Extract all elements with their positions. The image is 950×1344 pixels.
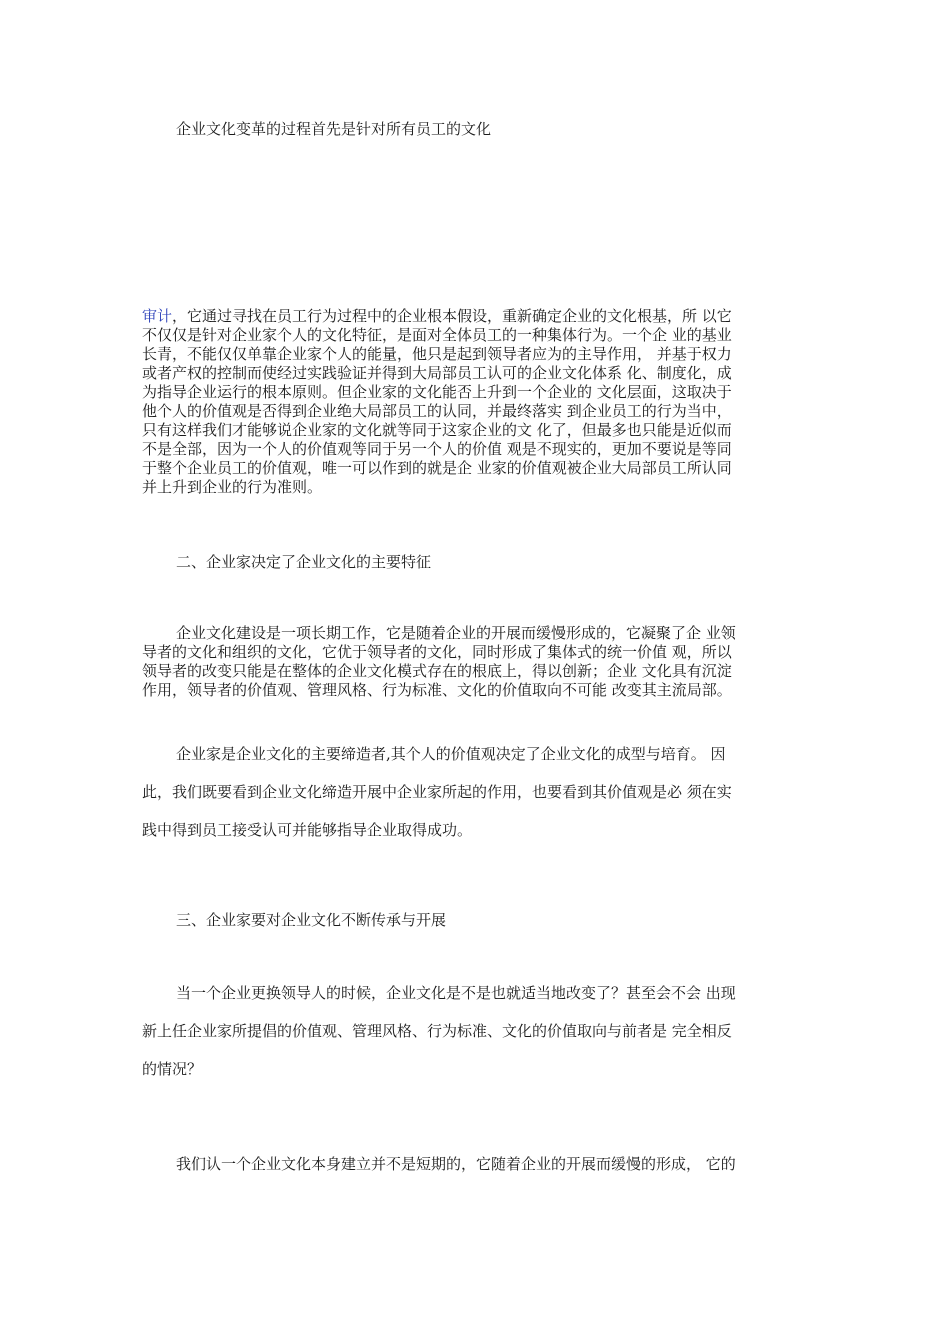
paragraph-4-line-3: 的情况？: [142, 1060, 203, 1078]
paragraph-1-line-2: 不仅仅是针对企业家个人的文化特征，是面对全体员工的一种集体行为。一个企 业的基业: [142, 326, 732, 344]
paragraph-1-line-4: 或者产权的控制而使经过实践验证并得到大局部员工认可的企业文化体系 化、制度化，成: [142, 364, 732, 382]
paragraph-1-line-1: [142, 307, 822, 326]
paragraph-3-line-1: 企业家是企业文化的主要缔造者,其个人的价值观决定了企业文化的成型与培育。 因: [176, 745, 726, 763]
paragraph-1-line-8: 不是全部，因为一个人的价值观等同于另一个人的价值 观是不现实的，更加不要说是等同: [142, 440, 732, 458]
paragraph-1-line-9: 于整个企业员工的价值观，唯一可以作到的就是企 业家的价值观被企业大局部员工所认同: [142, 459, 732, 477]
paragraph-1-line-1-text: ，它通过寻找在员工行为过程中的企业根本假设，重新确定企业的文化根基，所 以它: [172, 307, 732, 325]
paragraph-3: [142, 735, 822, 849]
paragraph-2-line-1: 企业文化建设是一项长期工作，它是随着企业的开展而缓慢形成的，它凝聚了企 业领: [176, 624, 736, 642]
audit-link[interactable]: 审计: [142, 307, 173, 325]
paragraph-2-line-3: 领导者的改变只能是在整体的企业文化模式存在的根底上，得以创新；企业 文化具有沉淀: [142, 662, 732, 680]
paragraph-1: [142, 307, 822, 497]
paragraph-1-line-3: 长青，不能仅仅单靠企业家个人的能量，他只是起到领导者应为的主导作用， 并基于权力: [142, 345, 732, 363]
paragraph-1-line-5: 为指导企业运行的根本原则。但企业家的文化能否上升到一个企业的 文化层面，这取决于: [142, 383, 732, 401]
paragraph-2-line-4: 作用，领导者的价值观、管理风格、行为标准、文化的价值取向不可能 改变其主流局部。: [142, 681, 732, 699]
section-heading-3: 三、企业家要对企业文化不断传承与开展: [176, 911, 447, 929]
paragraph-5: [142, 1145, 822, 1183]
paragraph-1-line-7: 只有这样我们才能够说企业家的文化就等同于这家企业的文 化了，但最多也只能是近似而: [142, 421, 732, 439]
paragraph-4: [142, 974, 822, 1088]
paragraph-3-line-2: 此，我们既要看到企业文化缔造开展中企业家所起的作用，也要看到其价值观是必 须在实: [142, 783, 732, 801]
paragraph-3-line-3: 践中得到员工接受认可并能够指导企业取得成功。: [142, 821, 473, 839]
paragraph-4-line-1: 当一个企业更换领导人的时候，企业文化是不是也就适当地改变了？甚至会不会 出现: [176, 984, 736, 1002]
paragraph-5-line-1: 我们认一个企业文化本身建立并不是短期的，它随着企业的开展而缓慢的形成， 它的: [176, 1155, 736, 1173]
paragraph-1-line-6: 他个人的价值观是否得到企业绝大局部员工的认同，并最终落实 到企业员工的行为当中，: [142, 402, 732, 420]
section-heading-2: 二、企业家决定了企业文化的主要特征: [176, 553, 432, 571]
intro-line: 企业文化变革的过程首先是针对所有员工的文化: [176, 120, 492, 138]
paragraph-2: [142, 624, 822, 700]
paragraph-4-line-2: 新上任企业家所提倡的价值观、管理风格、行为标准、文化的价值取向与前者是 完全相反: [142, 1022, 732, 1040]
paragraph-1-line-10: 并上升到企业的行为准则。: [142, 478, 323, 496]
paragraph-2-line-2: 导者的文化和组织的文化，它优于领导者的文化，同时形成了集体式的统一价值 观，所以: [142, 643, 732, 661]
